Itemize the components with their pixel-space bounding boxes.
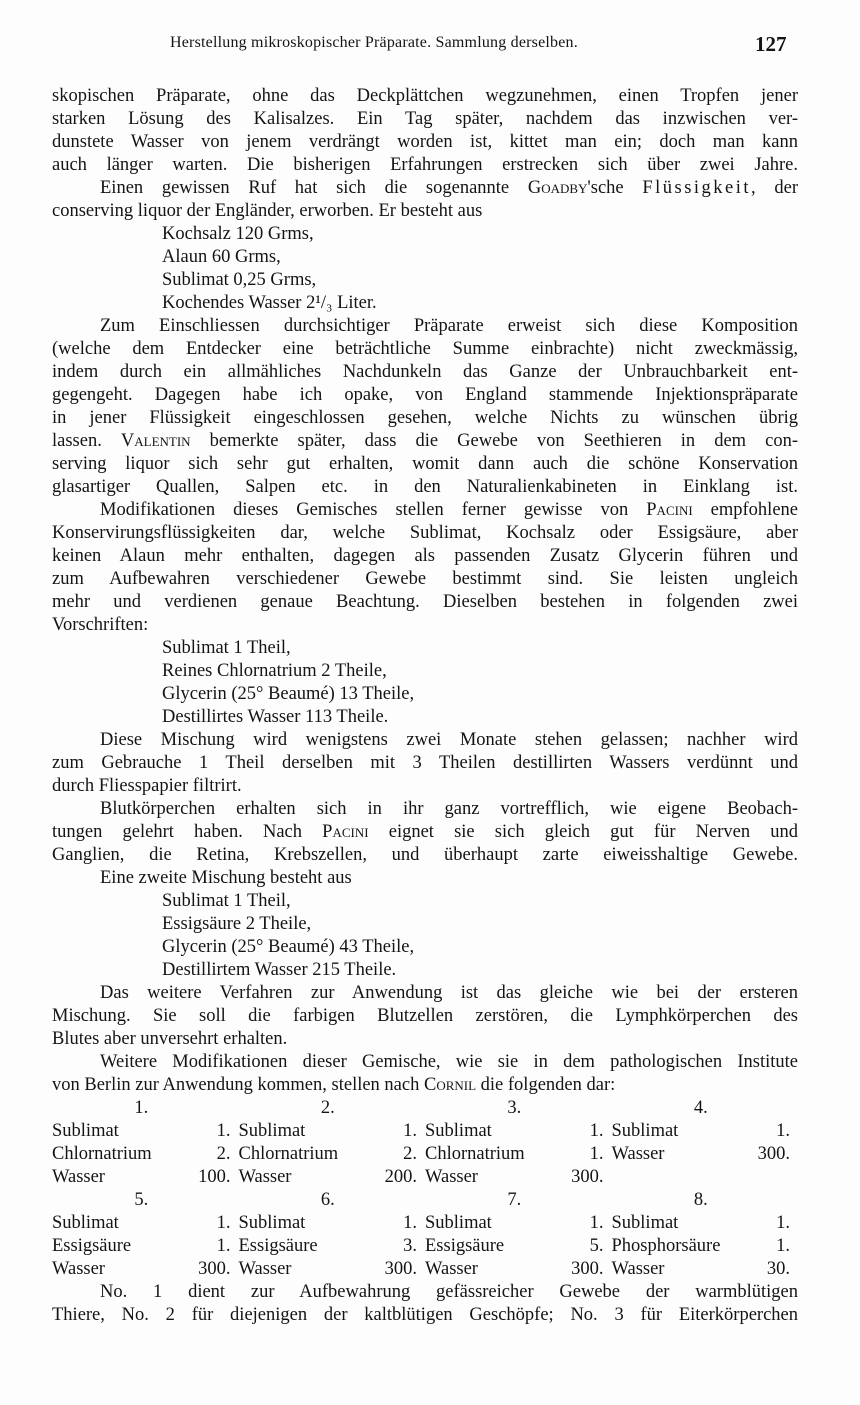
recipe-number-label: 2. (320, 1098, 335, 1118)
text-segment: Kochendes Wasser 2¹/₃ Liter. (162, 293, 377, 313)
text-line (52, 683, 798, 706)
text-segment: Konservirungsflüssigkeiten dar, welche Sublimat, Kochsalz oder Essigsäure, aber (52, 523, 798, 543)
text-segment: Destillirtes Wasser 113 Theile. (162, 707, 389, 727)
text-line (52, 269, 798, 292)
ingredient-name: Wasser (238, 1259, 292, 1279)
recipe-ingredient (52, 1258, 239, 1281)
text-line (52, 338, 798, 361)
text-segment: durch Fliesspapier filtrirt. (52, 776, 242, 796)
text-line (52, 591, 798, 614)
ingredient-amount: 300. (384, 1259, 417, 1279)
text-segment: in jener Flüssigkeit eingeschlossen gesehen, welche Nichts zu wünschen übrig (52, 408, 798, 428)
recipe-ingredient-row (52, 1166, 798, 1189)
text-segment: Thiere, No. 2 für diejenigen der kaltblütigen Geschöpfe; No. 3 für Eiterkörperchen (52, 1305, 798, 1325)
recipe-ingredient (239, 1235, 426, 1258)
text-segment: 'sche (587, 178, 643, 198)
recipe-number-label: 8. (693, 1190, 708, 1210)
text-segment: Glycerin (25° Beaumé) 13 Theile, (162, 684, 415, 704)
ingredient-name: Sublimat (611, 1213, 679, 1233)
text-segment: Blutes aber unversehrt erhalten. (52, 1029, 288, 1049)
text-line (52, 706, 798, 729)
recipe-ingredient (52, 1143, 239, 1166)
ingredient-amount: 300. (757, 1144, 790, 1164)
ingredient-name: Sublimat (425, 1213, 492, 1233)
text-line (52, 223, 798, 246)
text-line (52, 1304, 798, 1327)
ingredient-amount: 1. (403, 1121, 417, 1141)
recipe-ingredient-row (52, 1120, 798, 1143)
text-line (52, 660, 798, 683)
ingredient-name: Wasser (52, 1167, 105, 1187)
ingredient-name: Essigsäure (425, 1236, 505, 1256)
text-segment: , der (751, 178, 798, 198)
text-segment: Modifikationen dieses Gemisches stellen ferner gewisse von (100, 500, 647, 520)
ingredient-amount: 2. (216, 1144, 231, 1164)
page-body (52, 85, 798, 1327)
ingredient-amount: 200. (384, 1167, 417, 1187)
recipe-number-row (52, 1097, 798, 1120)
text-line (52, 982, 798, 1005)
text-line (52, 85, 798, 108)
text-line (52, 798, 798, 821)
text-line (52, 361, 798, 384)
text-segment: Kochsalz 120 Grms, (162, 224, 314, 244)
recipe-ingredient (52, 1235, 239, 1258)
ingredient-amount: 1. (776, 1121, 790, 1141)
text-line (52, 292, 798, 315)
text-line (52, 821, 798, 844)
recipe-ingredient (612, 1235, 799, 1258)
text-segment: Ganglien, die Retina, Krebszellen, und überhaupt zarte eiweisshaltige Gewebe. (52, 845, 798, 865)
ingredient-amount: 1. (776, 1236, 790, 1256)
recipe-ingredient (425, 1143, 612, 1166)
text-segment: Diese Mischung wird wenigstens zwei Monate stehen gelassen; nachher wird (100, 730, 798, 750)
text-segment: zum Gebrauche 1 Theil derselben mit 3 Theilen destillirten Wassers verdünnt und (52, 753, 798, 773)
text-line (52, 315, 798, 338)
ingredient-name: Sublimat (425, 1121, 492, 1141)
recipe-ingredient-row (52, 1143, 798, 1166)
text-segment: Alaun 60 Grms, (162, 247, 281, 267)
ingredient-amount: 1. (589, 1144, 604, 1164)
text-line (52, 1074, 798, 1097)
ingredient-name: Chlornatrium (425, 1144, 525, 1164)
recipe-ingredient (612, 1258, 799, 1281)
text-segment: Mischung. Sie soll die farbigen Blutzellen zerstören, die Lymphkörperchen des (52, 1006, 798, 1026)
text-segment: dunstete Wasser von jenem verdrängt worden ist, kittet man ein; doch man kann (52, 132, 798, 152)
text-segment: bemerkte später, dass die Gewebe von Seethieren in dem con- (190, 431, 798, 451)
text-line (52, 246, 798, 269)
text-line (52, 637, 798, 660)
ingredient-name: Wasser (425, 1259, 478, 1279)
recipe-number-row (52, 1189, 798, 1212)
ingredient-amount: 5. (589, 1236, 604, 1256)
text-segment: indem durch ein allmähliches Nachdunkeln das Ganze der Unbrauchbarkeit ent- (52, 362, 798, 382)
text-segment: starken Lösung des Kalisalzes. Ein Tag später, nachdem das inzwischen ver- (52, 109, 798, 129)
text-segment: Glycerin (25° Beaumé) 43 Theile, (162, 937, 415, 957)
text-segment: Vorschriften: (52, 615, 149, 635)
text-segment: empfohlene (692, 500, 798, 520)
text-line (52, 867, 798, 890)
text-segment: glasartiger Quallen, Salpen etc. in den Naturalienkabineten in Einklang ist. (52, 477, 798, 497)
recipe-ingredient (239, 1258, 426, 1281)
ingredient-amount: 300. (571, 1259, 604, 1279)
recipe-number (425, 1097, 612, 1120)
text-segment: tungen gelehrt haben. Nach (52, 822, 323, 842)
text-line (52, 154, 798, 177)
small-caps-name: Goadby (527, 178, 588, 198)
text-line (52, 775, 798, 798)
text-segment: Reines Chlornatrium 2 Theile, (162, 661, 387, 681)
ingredient-name: Essigsäure (238, 1236, 318, 1256)
ingredient-name: Wasser (611, 1259, 665, 1279)
ingredient-amount: 30. (766, 1259, 790, 1279)
recipe-ingredient-row (52, 1235, 798, 1258)
text-segment: Destillirtem Wasser 215 Theile. (162, 960, 397, 980)
ingredient-name: Sublimat (52, 1213, 119, 1233)
text-line (52, 545, 798, 568)
recipe-number (239, 1189, 426, 1212)
ingredient-name: Sublimat (52, 1121, 119, 1141)
text-line (52, 407, 798, 430)
ingredient-amount: 300. (571, 1167, 604, 1187)
text-segment: Blutkörperchen erhalten sich in ihr ganz vortrefflich, wie eigene Beobach- (100, 799, 798, 819)
text-line (52, 1005, 798, 1028)
small-caps-name: Valentin (120, 431, 191, 451)
text-segment: serving liquor sich sehr gut erhalten, womit dann auch die schöne Konservation (52, 454, 798, 474)
ingredient-amount: 1. (403, 1213, 417, 1233)
text-segment: die folgenden dar: (476, 1075, 616, 1095)
recipe-ingredient (52, 1212, 239, 1235)
recipe-ingredient-row (52, 1258, 798, 1281)
ingredient-amount: 100. (198, 1167, 231, 1187)
recipe-ingredient (425, 1258, 612, 1281)
text-segment: Das weitere Verfahren zur Anwendung ist das gleiche wie bei der ersteren (100, 983, 798, 1003)
text-line (52, 108, 798, 131)
recipe-ingredient (425, 1166, 612, 1189)
ingredient-amount: 3. (403, 1236, 417, 1256)
text-line (52, 200, 798, 223)
recipe-ingredient (425, 1120, 612, 1143)
text-segment: Sublimat 1 Theil, (162, 891, 291, 911)
text-segment: gegengeht. Dagegen habe ich opake, von England stammende Injektionspräparate (52, 385, 798, 405)
ingredient-name: Phosphorsäure (611, 1236, 721, 1256)
recipe-ingredient (612, 1166, 799, 1189)
text-line (52, 177, 798, 200)
text-line (52, 522, 798, 545)
recipe-number (612, 1097, 799, 1120)
recipe-number-label: 3. (507, 1098, 522, 1118)
recipe-ingredient (612, 1143, 799, 1166)
recipe-ingredient (612, 1212, 799, 1235)
recipe-number-label: 6. (320, 1190, 335, 1210)
recipe-ingredient (239, 1166, 426, 1189)
recipe-number (52, 1189, 239, 1212)
recipe-table (52, 1097, 798, 1281)
body-text (52, 85, 798, 1097)
recipe-ingredient (612, 1120, 799, 1143)
recipe-number (425, 1189, 612, 1212)
text-segment: Weitere Modifikationen dieser Gemische, wie sie in dem pathologischen Institute (100, 1052, 798, 1072)
ingredient-amount: 1. (776, 1213, 790, 1233)
text-line (52, 936, 798, 959)
text-line (52, 614, 798, 637)
ingredient-amount: 1. (589, 1121, 604, 1141)
text-line (52, 131, 798, 154)
spaced-term: Flüssigkeit (642, 178, 752, 198)
recipe-ingredient (52, 1166, 239, 1189)
text-segment: Zum Einschliessen durchsichtiger Präparate erweist sich diese Komposition (100, 316, 798, 336)
recipe-ingredient (425, 1235, 612, 1258)
ingredient-name: Sublimat (238, 1121, 306, 1141)
recipe-number-label: 7. (507, 1190, 522, 1210)
text-line (52, 1281, 798, 1304)
recipe-number-label: 4. (693, 1098, 708, 1118)
text-segment: (welche dem Entdecker eine beträchtliche Summe einbrachte) nicht zweckmässig, (52, 339, 798, 359)
ingredient-name: Wasser (238, 1167, 292, 1187)
text-segment: eignet sie sich gleich gut für Nerven und (368, 822, 798, 842)
text-line (52, 499, 798, 522)
ingredient-name: Sublimat (238, 1213, 306, 1233)
recipe-ingredient (425, 1212, 612, 1235)
text-segment: No. 1 dient zur Aufbewahrung gefässreicher Gewebe der warmblütigen (100, 1282, 798, 1302)
recipe-number-label: 5. (134, 1190, 149, 1210)
ingredient-amount: 2. (403, 1144, 417, 1164)
text-line (52, 1051, 798, 1074)
recipe-ingredient (52, 1120, 239, 1143)
closing-text (52, 1281, 798, 1327)
text-line (52, 913, 798, 936)
text-segment: von Berlin zur Anwendung kommen, stellen nach (52, 1075, 424, 1095)
recipe-ingredient (239, 1212, 426, 1235)
text-segment: Sublimat 1 Theil, (162, 638, 291, 658)
text-line (52, 752, 798, 775)
text-segment: zum Aufbewahren verschiedener Gewebe bestimmt sind. Sie leisten ungleich (52, 569, 798, 589)
ingredient-amount: 1. (589, 1213, 604, 1233)
text-line (52, 959, 798, 982)
text-line (52, 729, 798, 752)
ingredient-name: Chlornatrium (238, 1144, 339, 1164)
text-segment: Essigsäure 2 Theile, (162, 914, 312, 934)
running-title: Herstellung mikroskopischer Präparate. Sammlung derselben. (170, 34, 578, 51)
ingredient-amount: 1. (216, 1121, 231, 1141)
text-segment: mehr und verdienen genaue Beachtung. Dieselben bestehen in folgenden zwei (52, 592, 798, 612)
ingredient-amount: 1. (216, 1213, 231, 1233)
text-segment: Sublimat 0,25 Grms, (162, 270, 317, 290)
small-caps-name: Cornil (423, 1075, 477, 1095)
text-line (52, 476, 798, 499)
ingredient-name: Essigsäure (52, 1236, 132, 1256)
ingredient-name: Wasser (52, 1259, 105, 1279)
text-segment: Einen gewissen Ruf hat sich die sogenannte (100, 178, 528, 198)
text-line (52, 890, 798, 913)
text-segment: conserving liquor der Engländer, erworben. Er besteht aus (52, 201, 483, 221)
small-caps-name: Pacini (322, 822, 369, 842)
text-line (52, 1028, 798, 1051)
page-number: 127 (755, 32, 787, 56)
text-segment: keinen Alaun mehr enthalten, dagegen als passenden Zusatz Glycerin führen und (52, 546, 798, 566)
text-line (52, 568, 798, 591)
ingredient-name: Sublimat (611, 1121, 679, 1141)
text-line (52, 430, 798, 453)
recipe-number (52, 1097, 239, 1120)
recipe-ingredient (239, 1120, 426, 1143)
ingredient-name: Wasser (611, 1144, 665, 1164)
text-segment: auch länger warten. Die bisherigen Erfahrungen erstrecken sich über zwei Jahre. (52, 155, 798, 175)
text-line (52, 453, 798, 476)
recipe-number (612, 1189, 799, 1212)
ingredient-name: Wasser (425, 1167, 478, 1187)
text-line (52, 844, 798, 867)
recipe-number-label: 1. (134, 1098, 149, 1118)
ingredient-amount: 1. (216, 1236, 231, 1256)
ingredient-amount: 300. (198, 1259, 231, 1279)
text-segment: lassen. (52, 431, 121, 451)
recipe-ingredient (239, 1143, 426, 1166)
text-segment: Eine zweite Mischung besteht aus (100, 868, 352, 888)
recipe-number (239, 1097, 426, 1120)
ingredient-name: Chlornatrium (52, 1144, 152, 1164)
text-line (52, 384, 798, 407)
small-caps-name: Pacini (646, 500, 693, 520)
text-segment: skopischen Präparate, ohne das Deckplättchen wegzunehmen, einen Tropfen jener (52, 86, 798, 106)
recipe-ingredient-row (52, 1212, 798, 1235)
